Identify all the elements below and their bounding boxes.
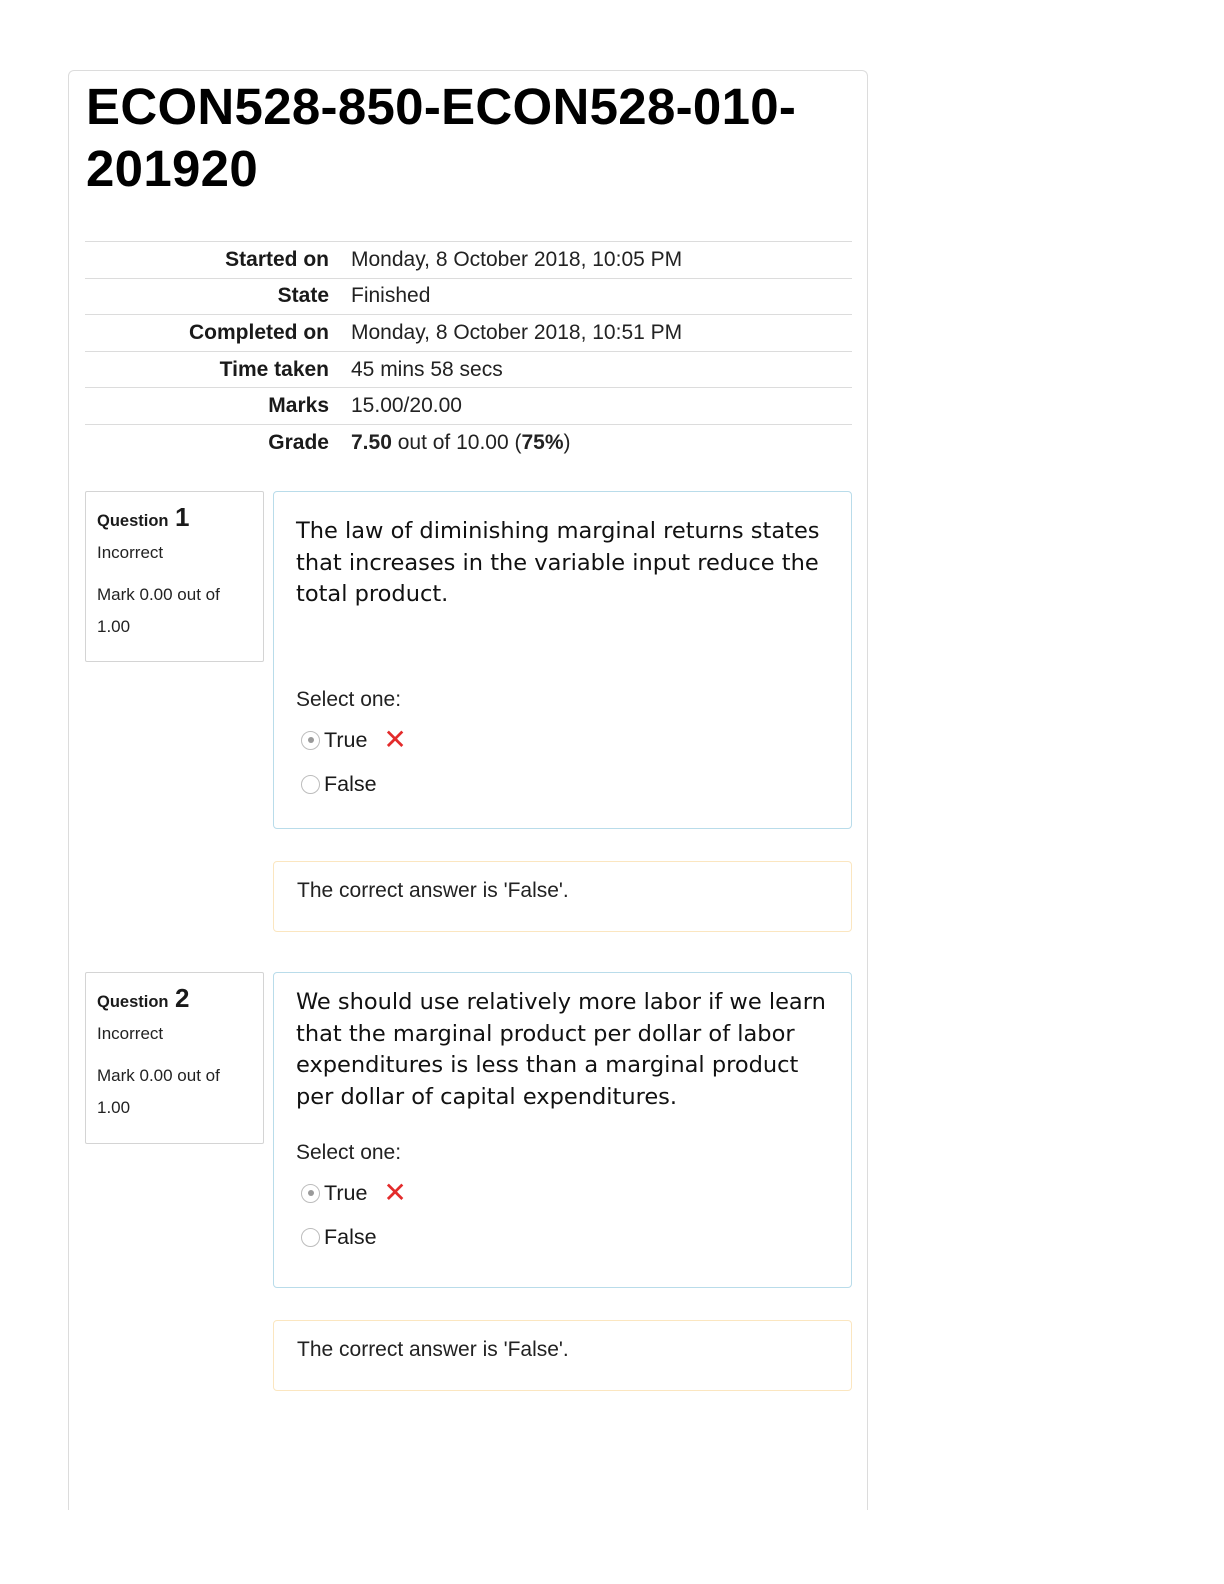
question-text: The law of diminishing marginal returns states that increases in the variable input reduce the total product. [296, 518, 820, 608]
correct-answer-feedback: The correct answer is 'False'. [273, 861, 852, 932]
summary-label: State [277, 284, 329, 308]
summary-value: Monday, 8 October 2018, 10:51 PM [351, 320, 683, 344]
summary-label: Time taken [219, 357, 329, 381]
grade-value: 7.50 [351, 431, 392, 455]
summary-value: Finished [351, 284, 431, 308]
summary-row [85, 242, 852, 279]
grade-close: ) [563, 431, 571, 455]
question-mark: Mark 0.00 out of 1.00 [97, 585, 220, 636]
page-title: ECON528-850-ECON528-010-201920 [86, 78, 797, 197]
question-label: Question [97, 512, 169, 530]
correct-answer-feedback: The correct answer is 'False'. [273, 1320, 852, 1391]
answer-option-true[interactable] [296, 718, 829, 762]
summary-row [85, 388, 852, 425]
select-one-prompt: Select one: [296, 688, 402, 711]
answer-option-false[interactable] [296, 1215, 829, 1259]
question-state: Incorrect [97, 543, 164, 562]
summary-value: Monday, 8 October 2018, 10:05 PM [351, 247, 683, 271]
grade-label: Grade [268, 431, 329, 455]
summary-label: Completed on [189, 320, 329, 344]
answer-option-false[interactable] [296, 762, 829, 806]
grade-percent: 75% [521, 431, 564, 455]
summary-row [85, 278, 852, 315]
answer-label: False [324, 771, 377, 796]
summary-row [85, 351, 852, 388]
radio-button-true[interactable] [301, 1184, 320, 1203]
summary-label: Started on [225, 247, 329, 271]
radio-button-false[interactable] [301, 1228, 320, 1247]
attempt-summary-table [85, 241, 852, 461]
question-label: Question [97, 993, 169, 1011]
question-state: Incorrect [97, 1024, 164, 1043]
cross-icon: ✕ [383, 723, 407, 756]
answer-label: True [324, 1180, 368, 1205]
question-number: 2 [174, 983, 190, 1013]
cross-icon: ✕ [383, 1176, 407, 1209]
summary-value: 15.00/20.00 [351, 394, 462, 418]
question-formulation-1 [273, 491, 852, 829]
question-formulation-2 [273, 972, 852, 1288]
radio-button-false[interactable] [301, 775, 320, 794]
question-info-1 [85, 491, 264, 662]
summary-row [85, 315, 852, 352]
summary-row-grade [85, 424, 852, 461]
question-text: We should use relatively more labor if we learn that the marginal product per dollar of labor expenditures is less than a marginal product per dollar of capital expenditures. [296, 989, 826, 1110]
answer-label: True [324, 727, 368, 752]
answer-label: False [324, 1224, 377, 1249]
question-number: 1 [174, 502, 190, 532]
select-one-prompt: Select one: [296, 1141, 402, 1164]
grade-out-of: out of 10.00 ( [391, 431, 522, 455]
grade-value-cell [351, 424, 852, 461]
question-mark: Mark 0.00 out of 1.00 [97, 1066, 220, 1117]
radio-button-true[interactable] [301, 731, 320, 750]
answer-option-true[interactable] [296, 1171, 829, 1215]
summary-label: Marks [268, 394, 329, 418]
summary-value: 45 mins 58 secs [351, 357, 503, 381]
question-info-2 [85, 972, 264, 1144]
